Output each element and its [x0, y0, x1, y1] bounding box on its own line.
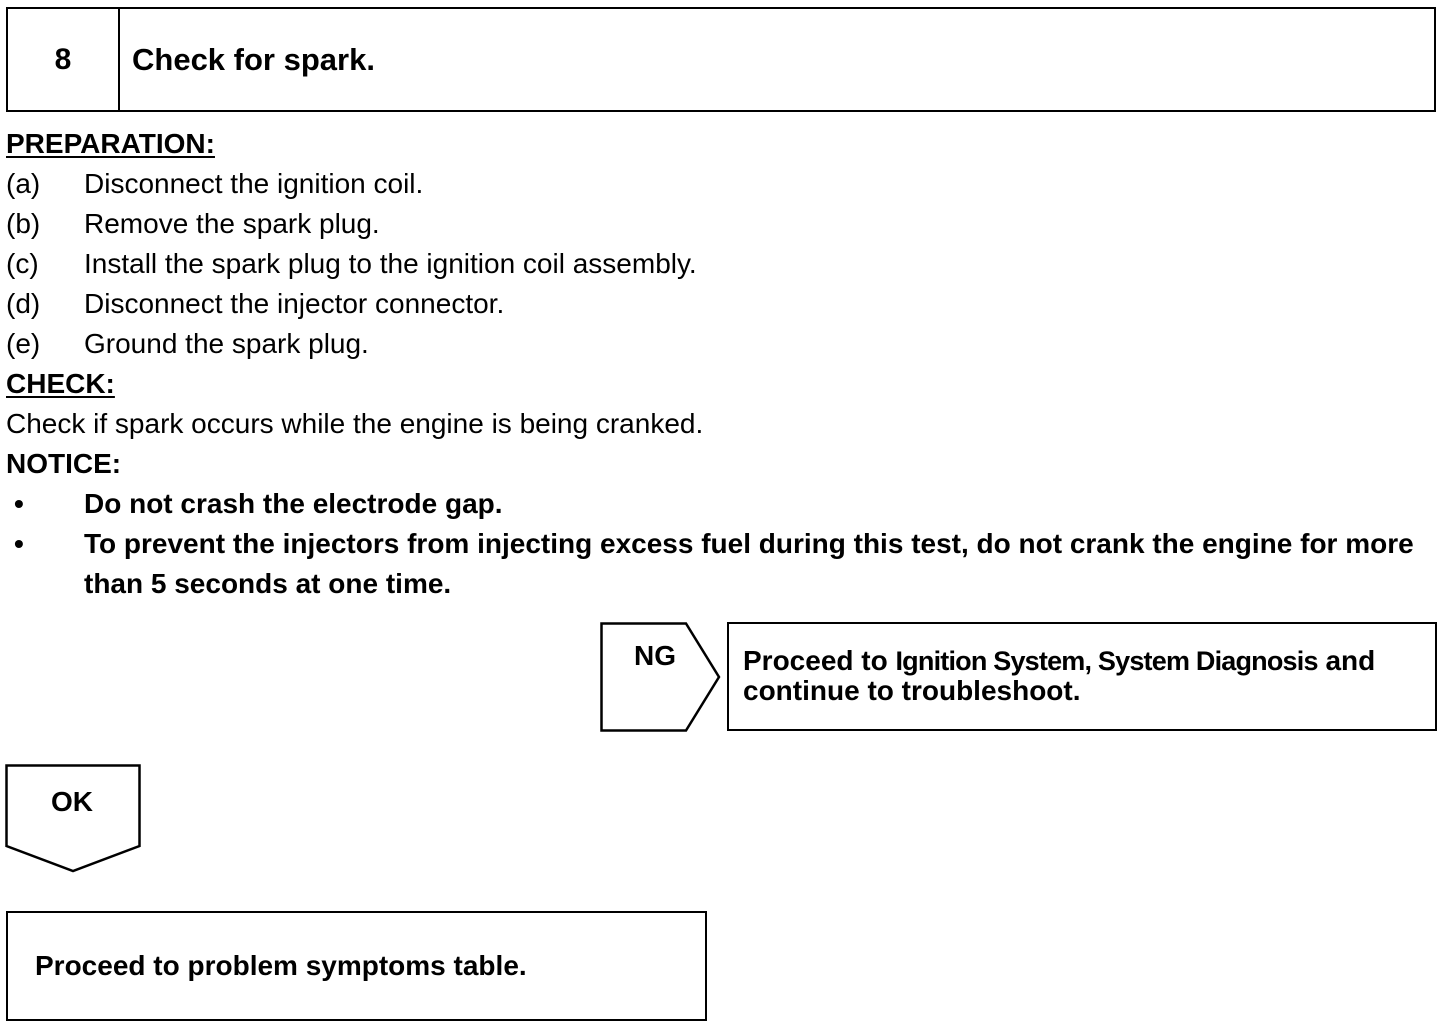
notice-text: To prevent the injectors from injecting excess fuel during this test, do not crank the engine for more than 5 seconds at one time. — [84, 528, 1414, 599]
item-mark: (e) — [6, 328, 41, 359]
ng-result-reference: Ignition System, System Diagnosis — [895, 646, 1318, 676]
ok-label: OK — [51, 786, 93, 817]
notice-heading: NOTICE: — [6, 448, 122, 479]
ng-label: NG — [634, 640, 676, 671]
ok-result-text: Proceed to problem symptoms table. — [35, 950, 527, 981]
ng-result-suffix: and continue to troubleshoot. — [743, 645, 1376, 706]
preparation-item — [6, 324, 1446, 364]
procedure-body — [6, 124, 1446, 604]
ng-result-box — [727, 622, 1437, 731]
step-number: 8 — [8, 9, 120, 110]
notice-text: Do not crash the electrode gap. — [84, 488, 503, 519]
item-text: Disconnect the ignition coil. — [84, 168, 424, 199]
preparation-item — [6, 284, 1446, 324]
bullet-icon: • — [14, 528, 24, 559]
item-text: Disconnect the injector connector. — [84, 288, 505, 319]
ng-arrow-icon — [600, 622, 722, 732]
notice-item — [6, 524, 1446, 604]
check-heading: CHECK: — [6, 368, 115, 399]
check-text: Check if spark occurs while the engine is being cranked. — [6, 408, 704, 439]
preparation-item — [6, 244, 1446, 284]
item-text: Install the spark plug to the ignition coil assembly. — [84, 248, 697, 279]
preparation-heading: PREPARATION: — [6, 128, 215, 159]
ok-arrow-icon — [5, 764, 141, 874]
bullet-icon: • — [14, 488, 24, 519]
preparation-item — [6, 164, 1446, 204]
item-mark: (d) — [6, 288, 41, 319]
notice-item — [6, 484, 1446, 524]
step-title: Check for spark. — [132, 41, 375, 77]
preparation-item — [6, 204, 1446, 244]
item-text: Remove the spark plug. — [84, 208, 380, 239]
item-mark: (b) — [6, 208, 41, 239]
step-header — [6, 7, 1436, 112]
item-mark: (c) — [6, 248, 39, 279]
ok-result-box — [6, 911, 707, 1021]
item-text: Ground the spark plug. — [84, 328, 369, 359]
ng-result-prefix: Proceed to — [743, 645, 888, 676]
item-mark: (a) — [6, 168, 41, 199]
